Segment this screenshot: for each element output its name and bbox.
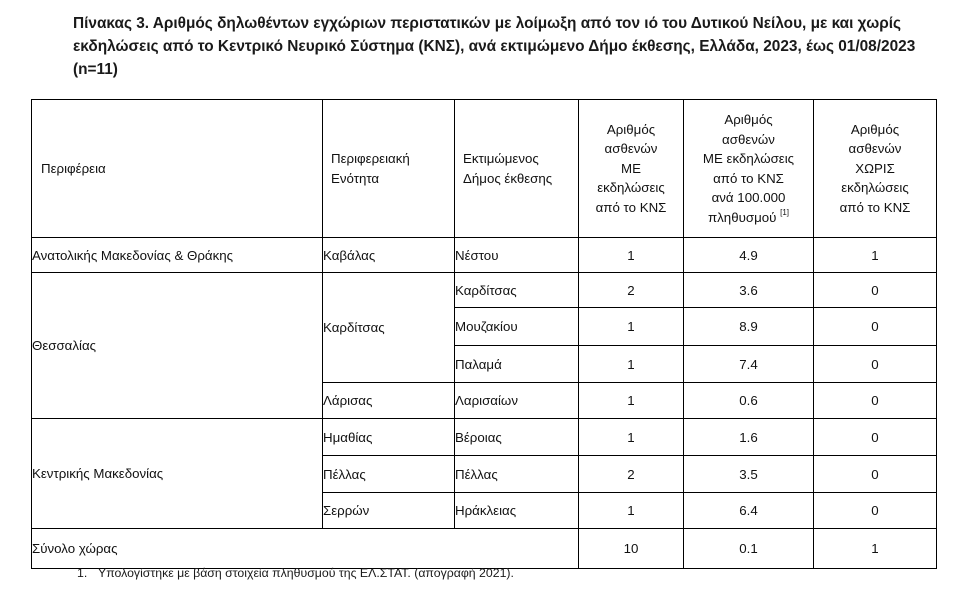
header-line-text: πληθυσμού [707, 209, 777, 225]
header-line: από το ΚΝΣ [595, 199, 667, 215]
with-cns-cell: 1 [579, 493, 684, 529]
unit-cell: Λάρισας [323, 383, 455, 419]
municipality-cell: Καρδίτσας [455, 273, 579, 308]
per100k-cell: 8.9 [684, 308, 814, 346]
unit-cell: Ημαθίας [323, 419, 455, 456]
without-cns-cell: 0 [814, 383, 937, 419]
per100k-cell: 7.4 [684, 346, 814, 383]
footnote-number: 1. [77, 566, 88, 580]
table-row [32, 273, 937, 308]
header-line: ανά 100.000 [711, 190, 786, 205]
municipality-cell: Ηράκλειας [455, 493, 579, 529]
with-cns-cell: 2 [579, 456, 684, 493]
footnote [77, 566, 514, 580]
without-cns-cell: 1 [814, 238, 937, 273]
total-label: Σύνολο χώρας [32, 529, 579, 569]
total-without-cns: 1 [814, 529, 937, 569]
municipality-cell: Νέστου [455, 238, 579, 273]
without-cns-cell: 0 [814, 346, 937, 383]
table-row [32, 238, 937, 273]
header-line: Αριθμός [724, 112, 773, 127]
without-cns-cell: 0 [814, 456, 937, 493]
col-header-region: Περιφέρεια [32, 100, 323, 238]
cases-table [31, 99, 937, 569]
header-line: εκδηλώσεις [597, 180, 665, 196]
without-cns-cell: 0 [814, 419, 937, 456]
municipality-cell: Παλαμά [455, 346, 579, 383]
municipality-cell: Πέλλας [455, 456, 579, 493]
region-cell: Θεσσαλίας [32, 273, 323, 419]
with-cns-cell: 1 [579, 419, 684, 456]
without-cns-cell: 0 [814, 493, 937, 529]
without-cns-cell: 0 [814, 273, 937, 308]
with-cns-cell: 1 [579, 383, 684, 419]
header-line [684, 208, 813, 228]
header-line: από το ΚΝΣ [713, 170, 784, 186]
header-line: Περιφερειακή [331, 151, 410, 166]
header-line: ΜΕ εκδηλώσεις [702, 151, 795, 166]
total-row [32, 529, 937, 569]
header-row [32, 100, 937, 238]
municipality-cell: Μουζακίου [455, 308, 579, 346]
total-per100k: 0.1 [684, 529, 814, 569]
header-line: Δήμος έκθεσης [463, 170, 553, 186]
footnote-ref: [1] [780, 207, 790, 217]
per100k-cell: 3.6 [684, 273, 814, 308]
with-cns-cell: 1 [579, 238, 684, 273]
header-line: από το ΚΝΣ [839, 199, 911, 215]
region-cell: Κεντρικής Μακεδονίας [32, 419, 323, 529]
municipality-cell: Λαρισαίων [455, 383, 579, 419]
header-line: ασθενών [604, 141, 658, 157]
unit-cell: Σερρών [323, 493, 455, 529]
col-header-with-cns [579, 100, 684, 238]
per100k-cell: 4.9 [684, 238, 814, 273]
col-header-regional-unit [323, 100, 455, 238]
header-line: ΧΩΡΙΣ [855, 160, 895, 176]
table-caption: Πίνακας 3. Αριθμός δηλωθέντων εγχώριων περιστατικών με λοίμωξη από τον ιό του Δυτικού Νείλου, με και χωρίς εκδηλώσεις από το Κεντρικό Νευρικό Σύστημα (ΚΝΣ), ανά εκτιμώμενο Δήμο έκθεσης, Ελλάδα, 2023, έως 01/08/2023 (n=11) [73, 15, 916, 78]
unit-cell: Πέλλας [323, 456, 455, 493]
header-line: Ενότητα [331, 170, 380, 186]
unit-cell: Καβάλας [323, 238, 455, 273]
col-header-without-cns [814, 100, 937, 238]
with-cns-cell: 1 [579, 308, 684, 346]
table-row [32, 419, 937, 456]
without-cns-cell: 0 [814, 308, 937, 346]
per100k-cell: 1.6 [684, 419, 814, 456]
header-line: εκδηλώσεις [841, 180, 909, 196]
municipality-cell: Βέροιας [455, 419, 579, 456]
footnote-text: Υπολογίστηκε με βάση στοιχεία πληθυσμού της ΕΛ.ΣΤΑΤ. (απογραφή 2021). [98, 566, 514, 580]
header-line: ασθενών [848, 141, 902, 157]
unit-cell: Καρδίτσας [323, 273, 455, 383]
per100k-cell: 3.5 [684, 456, 814, 493]
header-line: Αριθμός [850, 121, 900, 137]
header-line: ΜΕ [621, 160, 641, 176]
with-cns-cell: 2 [579, 273, 684, 308]
header-line: Εκτιμώμενος [463, 151, 539, 166]
total-with-cns: 10 [579, 529, 684, 569]
per100k-cell: 0.6 [684, 383, 814, 419]
header-line: ασθενών [722, 131, 775, 147]
with-cns-cell: 1 [579, 346, 684, 383]
per100k-cell: 6.4 [684, 493, 814, 529]
header-line: Αριθμός [606, 121, 656, 137]
col-header-municipality [455, 100, 579, 238]
col-header-per-100k [684, 100, 814, 238]
region-cell: Ανατολικής Μακεδονίας & Θράκης [32, 238, 323, 273]
